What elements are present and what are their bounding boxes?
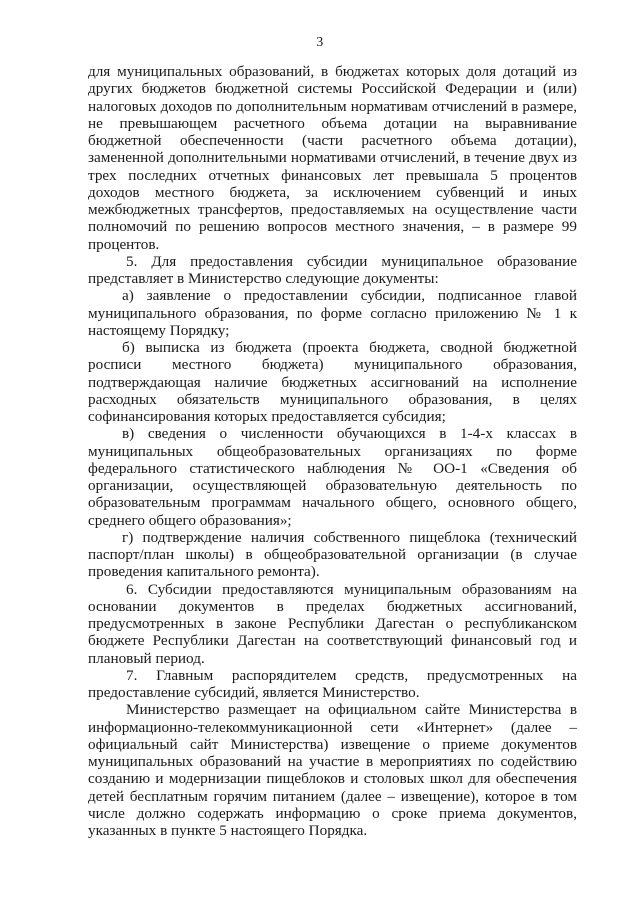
document-body — [88, 63, 577, 839]
paragraph-continuation: для муниципальных образований, в бюджетах которых доля дотаций из других бюджетов бюджетной системы Российской Федерации и (или) налоговых доходов по дополнительным нормативам отчислений в размере, не превышающем расчетного объема дотации на выравнивание бюджетной обеспеченности (части расчетного объема дотации), замененной дополнительными нормативами отчислений, в течение двух из трех последних отчетных финансовых лет превышала 5 процентов доходов местного бюджета, за исключением субвенций и иных межбюджетных трансфертов, предоставляемых на осуществление части полномочий по решению вопросов местного значения, – в размере 99 процентов. — [88, 63, 577, 253]
paragraph-clause-7: 7. Главным распорядителем средств, предусмотренных на предоставление субсидий, является Министерство. — [88, 666, 577, 701]
paragraph-clause-5: 5. Для предоставления субсидии муниципальное образование представляет в Министерство следующие документы: — [88, 252, 577, 287]
paragraph-item-v: в) сведения о численности обучающихся в 1-4-х классах в муниципальных общеобразовательных организациях по форме федерального статистического наблюдения № ОО-1 «Сведения об организации, осуществляющей образовательную деятельность по образовательным программам начального общего, основного общего, среднего общего образования»; — [88, 425, 577, 529]
paragraph-ministry-notice: Министерство размещает на официальном сайте Министерства в информационно-телекоммуникационной сети «Интернет» (далее – официальный сайт Министерства) извещение о приеме документов муниципальных образований на участие в мероприятиях по содействию созданию и модернизации пищеблоков и столовых школ для обеспечения детей бесплатным горячим питанием (далее – извещение), которое в том числе должно содержать информацию о сроке приема документов, указанных в пункте 5 настоящего Порядка. — [88, 701, 577, 839]
paragraph-item-g: г) подтверждение наличия собственного пищеблока (технический паспорт/план школы) в общеобразовательной организации (в случае проведения капитального ремонта). — [88, 528, 577, 581]
page-number: 3 — [316, 35, 324, 50]
paragraph-item-a: а) заявление о предоставлении субсидии, подписанное главой муниципального образования, по форме согласно приложению № 1 к настоящему Порядку; — [88, 287, 577, 339]
paragraph-item-b: б) выписка из бюджета (проекта бюджета, сводной бюджетной росписи местного бюджета) муниципального образования, подтверждающая наличие бюджетных ассигнований на исполнение расходных обязательств муниципального образования, в целях софинансирования которых предоставляется субсидия; — [88, 339, 577, 425]
paragraph-clause-6: 6. Субсидии предоставляются муниципальным образованиям на основании документов в пределах бюджетных ассигнований, предусмотренных в законе Республики Дагестан о республиканском бюджете Республики Дагестан на соответствующий финансовый год и плановый период. — [88, 580, 577, 667]
